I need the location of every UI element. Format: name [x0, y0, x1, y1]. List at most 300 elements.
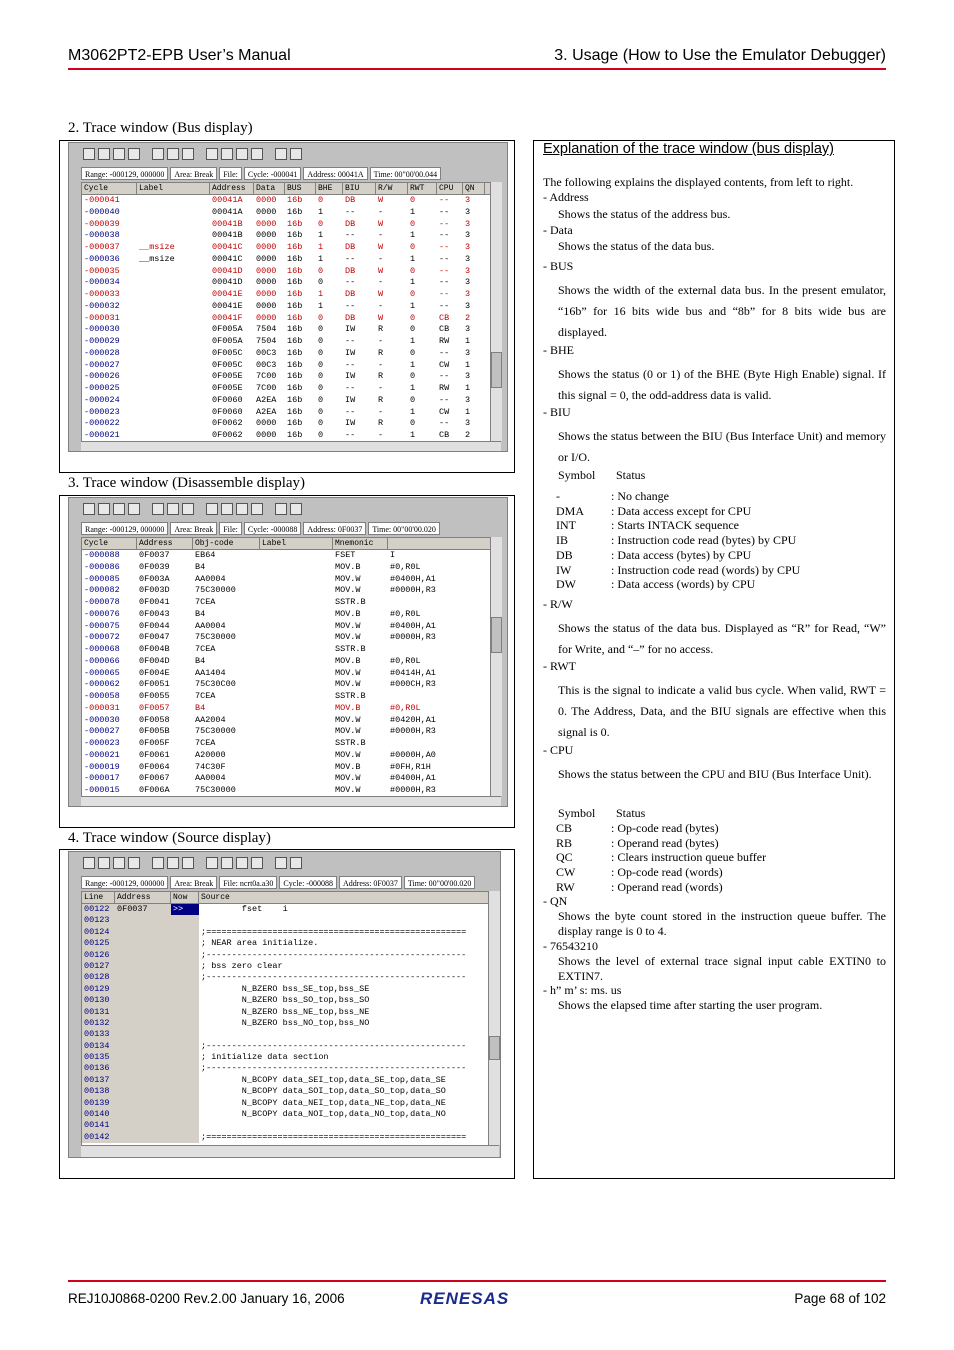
table-row[interactable]: [82, 679, 491, 691]
trace-window-disassemble: [68, 497, 508, 807]
table-cell: [137, 313, 210, 325]
table-cell: [115, 995, 171, 1006]
column-header[interactable]: Mnemonic: [333, 538, 388, 549]
symbol-code: -: [556, 489, 560, 503]
table-row[interactable]: [82, 715, 491, 727]
table-cell: 16b: [287, 289, 303, 299]
table-cell: [260, 726, 333, 738]
column-header[interactable]: Data: [254, 183, 285, 194]
renesas-logo: RENESAS: [420, 1289, 510, 1308]
table-cell: 00141: [82, 1120, 115, 1131]
qn-text: Shows the byte count stored in the instruction queue buffer. The display range is 0 to 4.: [558, 909, 886, 938]
toolbar-button[interactable]: [113, 857, 125, 869]
table-row[interactable]: [82, 1041, 489, 1052]
rwt-text: This is the signal to indicate a valid bus cycle. When valid, RWT = 0. The Address, Data, and the BIU signals are effective when this signal is 0.: [558, 683, 886, 739]
table-cell: 75C30000: [195, 585, 236, 596]
table-cell: R: [378, 324, 384, 335]
arrow-up-icon[interactable]: [221, 503, 233, 515]
table-row[interactable]: [82, 550, 491, 562]
table-cell: -000022: [84, 418, 120, 429]
toolbar-button[interactable]: [128, 503, 140, 515]
table-cell: [115, 927, 171, 938]
table-cell: 00129: [82, 984, 115, 995]
table-cell: [137, 360, 210, 372]
table-cell: 3: [465, 242, 471, 252]
table-cell: 0F0067: [139, 773, 170, 784]
table-row[interactable]: [82, 927, 489, 938]
table-cell: CW: [439, 359, 450, 370]
table-cell: AA1404: [195, 667, 226, 678]
column-header[interactable]: Label: [137, 183, 210, 194]
vertical-scrollbar[interactable]: [488, 891, 500, 1145]
horizontal-scrollbar[interactable]: [81, 796, 501, 807]
table-cell: --: [439, 242, 450, 252]
table-cell: 0: [410, 242, 416, 252]
table-row[interactable]: [82, 609, 491, 621]
table-row[interactable]: [82, 773, 491, 785]
qn-heading: - QN: [543, 894, 568, 908]
toolbar-button[interactable]: [113, 503, 125, 515]
table-row[interactable]: [82, 750, 491, 762]
table-cell: [137, 418, 210, 430]
table-cell: [115, 1132, 171, 1143]
arrow-up-icon[interactable]: [221, 148, 233, 160]
table-cell: -: [378, 336, 384, 346]
table-row[interactable]: [82, 242, 491, 254]
address-heading: - Address: [543, 190, 589, 204]
table-cell: 0: [318, 406, 324, 417]
table-cell: -000041: [84, 195, 120, 205]
table-cell: SSTR.B: [335, 597, 366, 607]
table-cell: -000023: [84, 406, 120, 417]
table-cell: [137, 207, 210, 219]
table-cell: -000058: [84, 691, 120, 701]
stop-icon[interactable]: [275, 857, 287, 869]
table-cell: IW: [345, 418, 356, 429]
column-header[interactable]: BUS: [285, 183, 316, 194]
ext-heading: - 76543210: [543, 939, 598, 953]
vertical-scrollbar[interactable]: [490, 182, 502, 441]
table-cell: -000023: [84, 738, 120, 748]
disassemble-trace-table[interactable]: [81, 537, 492, 798]
arrow-down-icon[interactable]: [236, 503, 248, 515]
table-cell: [171, 1109, 199, 1120]
table-row[interactable]: [82, 418, 491, 430]
table-row[interactable]: [82, 1086, 489, 1097]
column-header[interactable]: BHE: [316, 183, 343, 194]
table-cell: [115, 1041, 171, 1052]
table-row[interactable]: [82, 324, 491, 336]
table-cell: N_BCOPY data_SEI_top,data_SE_top,data_SE: [201, 1074, 446, 1085]
table-row[interactable]: [82, 301, 491, 313]
column-header[interactable]: Line: [82, 892, 115, 903]
table-row[interactable]: [82, 668, 491, 680]
table-cell: [171, 1063, 199, 1074]
table-cell: -000035: [84, 265, 120, 276]
table-cell: -: [378, 253, 384, 264]
column-header[interactable]: Now: [171, 892, 199, 903]
table-cell: -: [378, 430, 384, 440]
table-cell: --: [439, 371, 450, 382]
table-cell: 7C00: [256, 383, 277, 393]
header-section-title: 3. Usage (How to Use the Emulator Debugger): [554, 47, 886, 64]
table-cell: ;===================================================: [201, 926, 467, 937]
table-row[interactable]: [82, 1120, 489, 1131]
table-row[interactable]: [82, 995, 489, 1006]
table-cell: [115, 1018, 171, 1029]
column-header[interactable]: Cycle: [82, 183, 137, 194]
table-row[interactable]: [82, 1132, 489, 1143]
table-cell: 16b: [287, 371, 303, 382]
arrow-down-icon[interactable]: [236, 148, 248, 160]
table-cell: [199, 1029, 489, 1040]
horizontal-scrollbar[interactable]: [81, 441, 501, 452]
table-cell: -000036: [84, 253, 120, 264]
table-cell: --: [345, 300, 356, 311]
table-cell: DB: [345, 312, 356, 323]
column-header[interactable]: Obj-code: [193, 538, 260, 549]
table-cell: MOV.W: [335, 585, 361, 596]
table-cell: -000021: [84, 749, 120, 760]
column-header[interactable]: CPU: [437, 183, 463, 194]
table-cell: [115, 1075, 171, 1086]
table-cell: 0F004D: [139, 655, 170, 666]
table-cell: [260, 750, 333, 762]
table-cell: [260, 773, 333, 785]
table-row[interactable]: [82, 904, 489, 915]
table-cell: 16b: [287, 406, 303, 417]
column-header[interactable]: Address: [137, 538, 193, 549]
info-cycle: Cycle: -000088: [279, 876, 337, 889]
table-cell: -: [378, 359, 384, 370]
column-header[interactable]: QN: [463, 183, 485, 194]
header-rule: [68, 68, 886, 70]
scroll-thumb[interactable]: [491, 617, 502, 653]
table-cell: 16b: [287, 265, 303, 276]
table-row[interactable]: [82, 1052, 489, 1063]
table-row[interactable]: [82, 1109, 489, 1120]
column-header[interactable]: BIU: [343, 183, 376, 194]
table-cell: ; bss zero clear: [201, 960, 283, 971]
column-header[interactable]: Source: [199, 892, 489, 903]
table-cell: -000030: [84, 324, 120, 335]
table-cell: W: [378, 242, 384, 252]
info-file: File: ncrt0a.a30: [219, 876, 277, 889]
arrow-down-icon[interactable]: [206, 503, 218, 515]
table-row[interactable]: [82, 230, 491, 242]
search-icon[interactable]: [167, 857, 179, 869]
table-cell: 00041B: [212, 230, 243, 241]
table-row[interactable]: [82, 938, 489, 949]
table-row[interactable]: [82, 1007, 489, 1018]
arrow-down-icon[interactable]: [206, 148, 218, 160]
table-cell: 3: [465, 300, 471, 311]
table-cell: 0F005C: [212, 347, 243, 358]
table-row[interactable]: [82, 277, 491, 289]
table-cell: ;---------------------------------------------------: [201, 1040, 467, 1051]
table-cell: 0F003A: [139, 573, 170, 584]
horizontal-scrollbar[interactable]: [81, 1145, 499, 1157]
table-row[interactable]: [82, 691, 491, 703]
table-row[interactable]: [82, 1029, 489, 1040]
column-header[interactable]: Label: [260, 538, 333, 549]
caption-disassemble-display: 3. Trace window (Disassemble display): [68, 475, 306, 491]
table-cell: 00142: [82, 1132, 115, 1143]
table-cell: SSTR.B: [335, 644, 366, 654]
table-row[interactable]: [82, 621, 491, 633]
table-cell: [115, 1086, 171, 1097]
table-cell: 0F0062: [212, 430, 243, 440]
toolbar-button[interactable]: [98, 148, 110, 160]
column-header[interactable]: RWT: [408, 183, 437, 194]
symbol-meaning: : Data access except for CPU: [611, 503, 752, 518]
table-row[interactable]: [82, 785, 491, 797]
arrow-down-icon[interactable]: [251, 503, 263, 515]
table-cell: 16b: [287, 218, 303, 229]
table-cell: -000082: [84, 585, 120, 596]
table-row[interactable]: [82, 726, 491, 738]
arrow-down-icon[interactable]: [290, 503, 302, 515]
table-row[interactable]: [82, 395, 491, 407]
table-cell: 0: [318, 359, 324, 370]
stop-icon[interactable]: [275, 148, 287, 160]
table-cell: [171, 961, 199, 972]
time-text: Shows the elapsed time after starting the user program.: [558, 998, 823, 1012]
toolbar-button[interactable]: [98, 503, 110, 515]
table-row[interactable]: [82, 972, 489, 983]
toolbar-button[interactable]: [83, 148, 95, 160]
table-row[interactable]: [82, 383, 491, 395]
table-row[interactable]: [82, 597, 491, 609]
table-cell: -000029: [84, 336, 120, 346]
table-cell: ; initialize data section: [201, 1052, 329, 1063]
table-cell: [115, 1120, 171, 1131]
table-cell: __msize: [139, 253, 175, 264]
vertical-scrollbar[interactable]: [490, 537, 502, 796]
table-cell: 7504: [256, 324, 277, 335]
scroll-thumb[interactable]: [489, 1036, 500, 1060]
search-icon[interactable]: [182, 857, 194, 869]
table-cell: ; NEAR area initialize.: [201, 938, 319, 949]
table-cell: 16b: [287, 230, 303, 241]
table-cell: 0F0064: [139, 761, 170, 772]
table-row[interactable]: [82, 703, 491, 715]
table-cell: 0F0047: [139, 632, 170, 643]
arrow-down-icon[interactable]: [251, 857, 263, 869]
table-cell: 0F005E: [212, 383, 243, 393]
table-row[interactable]: [82, 762, 491, 774]
table-row[interactable]: [82, 219, 491, 231]
table-cell: MOV.W: [335, 620, 361, 631]
table-row[interactable]: [82, 915, 489, 926]
arrow-up-icon[interactable]: [221, 857, 233, 869]
table-row[interactable]: [82, 254, 491, 266]
arrow-down-icon[interactable]: [290, 857, 302, 869]
toolbar-button[interactable]: [83, 503, 95, 515]
table-cell: [137, 277, 210, 289]
table-cell: -000015: [84, 785, 120, 795]
column-header[interactable]: R/W: [376, 183, 408, 194]
table-cell: --: [439, 253, 450, 264]
table-cell: -000040: [84, 206, 120, 217]
table-cell: 16b: [287, 277, 303, 288]
table-row[interactable]: [82, 266, 491, 278]
scroll-thumb[interactable]: [491, 352, 502, 388]
search-icon[interactable]: [167, 148, 179, 160]
table-cell: [260, 785, 333, 797]
table-cell: 1: [410, 336, 416, 346]
table-cell: 00125: [82, 938, 115, 949]
table-cell: -000021: [84, 430, 120, 440]
table-cell: -000038: [84, 230, 120, 241]
table-row[interactable]: [82, 195, 491, 207]
table-cell: --: [345, 359, 356, 370]
search-icon[interactable]: [152, 503, 164, 515]
search-icon[interactable]: [182, 148, 194, 160]
table-cell: 16b: [287, 206, 303, 217]
table-cell: A20000: [195, 749, 226, 760]
table-cell: MOV.B: [335, 655, 361, 666]
trace-window-bus: [68, 142, 508, 452]
table-row[interactable]: [82, 632, 491, 644]
table-cell: 16b: [287, 195, 303, 205]
table-cell: N_BCOPY data_NOI_top,data_NO_top,data_NO: [201, 1109, 446, 1120]
table-row[interactable]: [82, 644, 491, 656]
toolbar-button[interactable]: [83, 857, 95, 869]
table-cell: [260, 668, 333, 680]
table-row[interactable]: [82, 360, 491, 372]
table-cell: 0000: [256, 230, 277, 241]
table-row[interactable]: [82, 1018, 489, 1029]
table-cell: -: [378, 383, 384, 393]
table-cell: 00139: [82, 1098, 115, 1109]
table-cell: 0F005A: [212, 324, 243, 335]
table-row[interactable]: [82, 656, 491, 668]
table-cell: 00138: [82, 1086, 115, 1097]
table-row[interactable]: [82, 585, 491, 597]
table-cell: --: [345, 253, 356, 264]
table-cell: #0FH,R1H: [390, 761, 431, 772]
info-address: Address: 0F0037: [339, 876, 402, 889]
source-trace-table[interactable]: [81, 891, 490, 1147]
table-cell: [171, 950, 199, 961]
table-cell: 75C30000: [195, 632, 236, 643]
table-cell: -000032: [84, 300, 120, 311]
table-cell: 1: [410, 383, 416, 393]
table-cell: -000062: [84, 679, 120, 690]
table-cell: [115, 1029, 171, 1040]
data-text: Shows the status of the data bus.: [558, 239, 715, 253]
search-icon[interactable]: [152, 857, 164, 869]
table-cell: -: [378, 277, 384, 288]
search-icon[interactable]: [167, 503, 179, 515]
table-row[interactable]: [82, 348, 491, 360]
search-icon[interactable]: [182, 503, 194, 515]
table-cell: [388, 644, 488, 656]
table-cell: [137, 383, 210, 395]
table-row[interactable]: [82, 371, 491, 383]
table-cell: 0F006A: [139, 785, 170, 795]
table-row[interactable]: [82, 738, 491, 750]
table-cell: MOV.W: [335, 679, 361, 690]
table-row[interactable]: [82, 950, 489, 961]
table-row[interactable]: [82, 430, 491, 442]
table-cell: [171, 1086, 199, 1097]
table-row[interactable]: [82, 574, 491, 586]
table-cell: -000072: [84, 632, 120, 643]
column-header[interactable]: Address: [210, 183, 254, 194]
table-row[interactable]: [82, 336, 491, 348]
table-cell: 0000: [256, 218, 277, 229]
toolbar-button[interactable]: [113, 148, 125, 160]
table-row[interactable]: [82, 984, 489, 995]
stop-icon[interactable]: [275, 503, 287, 515]
table-cell: 00128: [82, 972, 115, 983]
table-cell: 16b: [287, 300, 303, 311]
table-cell: --: [345, 430, 356, 440]
table-row[interactable]: [82, 313, 491, 325]
table-cell: --: [345, 336, 356, 346]
table-cell: [260, 585, 333, 597]
bus-trace-table[interactable]: [81, 182, 492, 443]
table-row[interactable]: [82, 407, 491, 419]
table-row[interactable]: [82, 1063, 489, 1074]
table-row[interactable]: [82, 1075, 489, 1086]
cpu-text: Shows the status between the CPU and BIU (Bus Interface Unit).: [558, 767, 872, 781]
table-cell: 3: [465, 218, 471, 229]
toolbar-button[interactable]: [98, 857, 110, 869]
table-cell: 00041B: [212, 218, 243, 229]
table-cell: -000028: [84, 347, 120, 358]
arrow-down-icon[interactable]: [251, 148, 263, 160]
table-row[interactable]: [82, 1098, 489, 1109]
table-row[interactable]: [82, 961, 489, 972]
search-icon[interactable]: [152, 148, 164, 160]
table-cell: B4: [195, 655, 206, 666]
arrow-down-icon[interactable]: [236, 857, 248, 869]
table-cell: 1: [318, 300, 324, 311]
table-cell: AA0004: [195, 773, 226, 784]
table-cell: [115, 1052, 171, 1063]
table-row[interactable]: [82, 562, 491, 574]
table-cell: [137, 266, 210, 278]
table-cell: [137, 371, 210, 383]
table-cell: 3: [465, 230, 471, 241]
table-cell: [260, 715, 333, 727]
toolbar-button[interactable]: [128, 148, 140, 160]
column-header[interactable]: Address: [115, 892, 171, 903]
toolbar: [69, 498, 507, 520]
toolbar-button[interactable]: [128, 857, 140, 869]
table-cell: N_BZERO bss_SO_top,bss_SO: [201, 995, 370, 1006]
table-cell: MOV.B: [335, 761, 361, 772]
arrow-down-icon[interactable]: [290, 148, 302, 160]
table-cell: 16b: [287, 312, 303, 323]
table-row[interactable]: [82, 289, 491, 301]
table-cell: [137, 407, 210, 419]
table-cell: 3: [465, 289, 471, 299]
table-row[interactable]: [82, 207, 491, 219]
table-cell: 1: [465, 383, 471, 393]
table-cell: DB: [345, 218, 356, 229]
arrow-down-icon[interactable]: [206, 857, 218, 869]
info-cycle: Cycle: -000088: [244, 522, 302, 535]
info-area: Area: Break: [170, 522, 217, 535]
table-cell: #0000H,A0: [390, 749, 436, 760]
table-cell: [115, 915, 171, 926]
column-header[interactable]: Cycle: [82, 538, 137, 549]
table-cell: 0: [318, 218, 324, 229]
